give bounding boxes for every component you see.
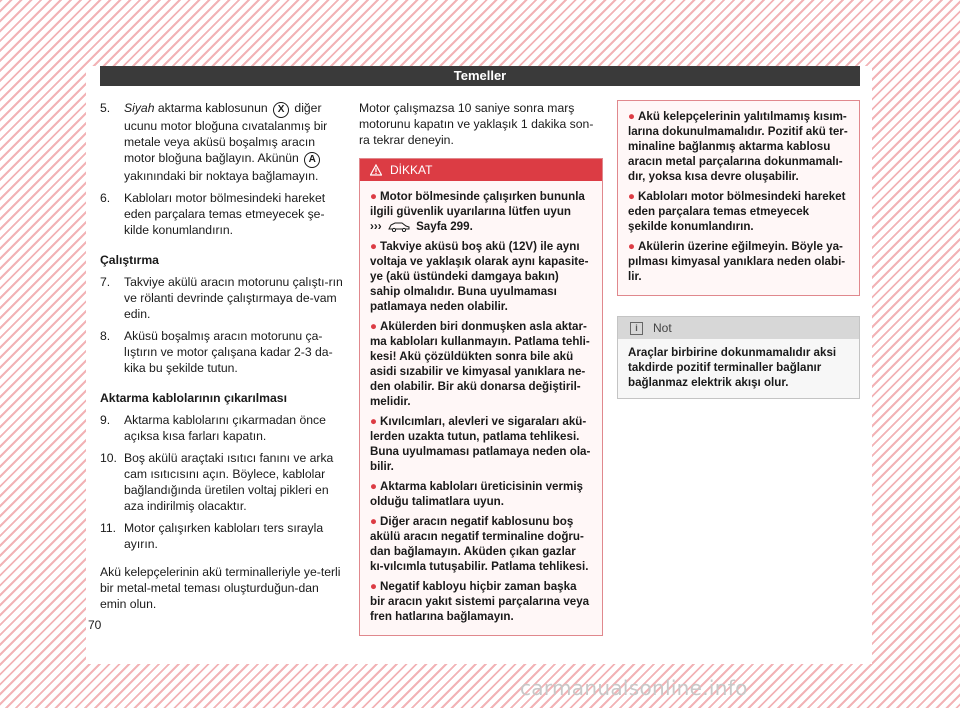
step-6: 6. Kabloları motor bölmesindeki hareket eden parçalara temas etmeyecek şe-kilde konumlandırın.	[100, 191, 326, 237]
warning-header	[360, 159, 602, 181]
badge-x: X	[273, 102, 289, 118]
step-11: 11. Motor çalışırken kabloları ters sırayla ayırın.	[100, 521, 324, 551]
watermark: carmanualsonline.info	[520, 676, 748, 700]
warning-triangle-icon	[370, 164, 382, 176]
warning-item: ● Kabloları motor bölmesindeki hareket eden parçalara temas etmeyecek şekilde konumlandırın.	[628, 190, 846, 233]
warning-item: ● Kıvılcımları, alevleri ve sigaraları akü-lerden uzakta tutun, patlama tehlikesi. Buna uyulmaması patlamaya neden ola-bilir.	[370, 415, 591, 473]
page-reference-link[interactable]: Sayfa 299	[416, 220, 470, 233]
step-8: 8. Aküsü boşalmış aracın motorunu ça-lıştırın ve motor çalışana kadar 2-3 da-kika bu şekilde tutun.	[100, 329, 333, 375]
warning-item: ● Takviye aküsü boş akü (12V) ile aynı voltaja ve yaklaşık olarak aynı kapasite-ye (akü üstündeki damgaya bakın) sahip olmalıdır. Buna uyulmaması patlamaya neden olabilir.	[370, 240, 589, 313]
heading-removing-cables: Aktarma kablolarının çıkarılması	[100, 391, 287, 405]
step-9: 9. Aktarma kablolarını çıkarmadan önce açıksa kısa farları kapatın.	[100, 413, 326, 443]
note-title: Not	[653, 321, 672, 335]
warning-box-continued	[617, 100, 860, 296]
warning-box	[359, 158, 603, 636]
warning-item: ● Akülerin üzerine eğilmeyin. Böyle ya-pılması kimyasal yanıklara neden olabi-lir.	[628, 240, 846, 283]
car-engine-icon	[388, 220, 410, 232]
warning-item: ● Diğer aracın negatif kablosunu boş akülü aracın negatif terminaline doğru-dan bağlamayın. Aküden çıkan gazlar kı-vılcımla tutuşabilir. Patlama tehlikesi.	[370, 515, 589, 573]
warning-item: ● Akülerden biri donmuşken asla aktar-ma kabloları kullanmayın. Patlama tehli-kesi! Akü çözüldükten sonra bile akü asidi sızabilir ve kimyasal yanıklara ne-den olabilir. Bir akü donarsa değiştiril-melidir.	[370, 320, 590, 408]
note-text: Araçlar birbirine dokunmamalıdır aksi takdirde pozitif terminaller bağlanır bağlanmaz elektrik akışı olur.	[628, 346, 837, 389]
info-icon: i	[630, 322, 643, 335]
closing-paragraph: Akü kelepçelerinin akü terminalleriyle ye-terli bir metal-metal teması oluşturduğun-dan emin olun.	[100, 565, 341, 611]
step-5: 5. Siyah aktarma kablosunun X diğer ucunu motor bloğuna cıvatalanmış bir metale veya aküsü boşalmış aracın motor bloğuna bağlayın. Akünün A yakınındaki bir noktaya bağlamayın.	[100, 101, 328, 183]
note-box	[617, 316, 860, 399]
note-header	[618, 317, 859, 339]
column-middle	[359, 100, 603, 636]
step-7: 7. Takviye akülü aracın motorunu çalıştı-rın ve rölanti devrinde çalıştırmaya de-vam edin.	[100, 275, 343, 321]
intro-paragraph: Motor çalışmazsa 10 saniye sonra marş motorunu kapatın ve yaklaşık 1 dakika son-ra tekrar deneyin.	[359, 101, 594, 147]
warning-body	[618, 101, 859, 295]
warning-item: ● Aktarma kabloları üreticisinin vermiş olduğu talimatlara uyun.	[370, 480, 583, 508]
heading-starting: Çalıştırma	[100, 253, 159, 267]
warning-item: ● Akü kelepçelerinin yalıtılmamış kısım-larına dokunulmamalıdır. Pozitif akü ter-minaline bağlanmış aktarma kablosu aracın metal parçalarına dokunmamalı-dır, yoksa kısa devre oluşabilir.	[628, 110, 848, 183]
warning-title: DİKKAT	[390, 163, 433, 177]
page-number: 70	[88, 618, 102, 632]
column-right	[617, 100, 860, 399]
column-left	[100, 100, 345, 612]
warning-item: ● Negatif kabloyu hiçbir zaman başka bir aracın yakıt sistemi parçalarına veya fren hatlarına bağlamayın.	[370, 580, 590, 623]
warning-body	[360, 181, 602, 635]
page-header: Temeller	[100, 66, 860, 86]
warning-item: ● Motor bölmesinde çalışırken bununla ilgili güvenlik uyarılarına lütfen uyun ››› Sayfa 299.	[370, 190, 585, 233]
step-10: 10. Boş akülü araçtaki ısıtıcı fanını ve arka cam ısıtıcısını açın. Böylece, kablolar bağlandığında üretilen voltaj pikleri en aza indirilmiş olacaktır.	[100, 451, 334, 513]
badge-a: A	[304, 152, 320, 168]
